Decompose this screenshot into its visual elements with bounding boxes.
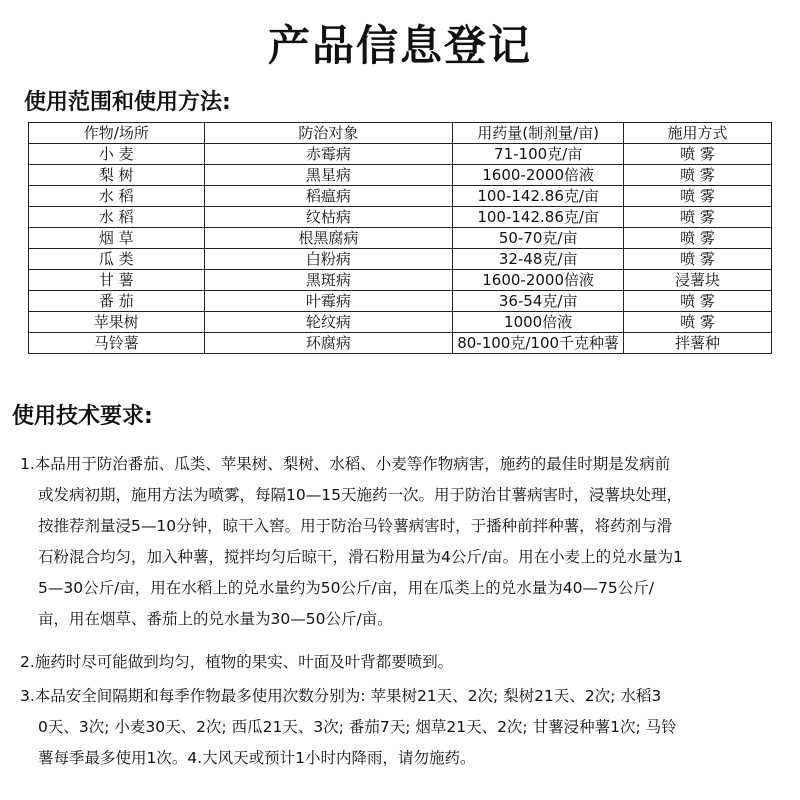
dosage-cell: 1000倍液 — [453, 312, 624, 333]
table-row — [29, 270, 772, 291]
target-cell: 轮纹病 — [204, 312, 453, 333]
column-header-crop: 作物/场所 — [29, 123, 205, 144]
method-cell: 喷 雾 — [624, 312, 772, 333]
method-cell: 喷 雾 — [624, 228, 772, 249]
requirement-line: 或发病初期，施用方法为喷雾，每隔10—15天施药一次。用于防治甘薯病害时，浸薯块处理， — [38, 486, 682, 504]
method-cell: 喷 雾 — [624, 291, 772, 312]
method-cell: 喷 雾 — [624, 207, 772, 228]
method-cell: 浸薯块 — [624, 270, 772, 291]
column-header-target: 防治对象 — [204, 123, 453, 144]
requirements-section-heading: 使用技术要求: — [12, 404, 153, 429]
usage-table — [28, 122, 772, 354]
table-row — [29, 249, 772, 270]
requirement-item-2 — [20, 647, 782, 678]
crop-cell: 梨 树 — [29, 165, 205, 186]
method-cell: 拌薯种 — [624, 333, 772, 354]
method-cell: 喷 雾 — [624, 165, 772, 186]
table-row — [29, 207, 772, 228]
requirement-item-1 — [20, 449, 782, 635]
target-cell: 叶霉病 — [204, 291, 453, 312]
crop-cell: 甘 薯 — [29, 270, 205, 291]
requirement-line: 0天、3次; 小麦30天、2次; 西瓜21天、3次; 番茄7天; 烟草21天、2次; 甘薯浸种薯1次; 马铃 — [38, 718, 677, 736]
dosage-cell: 100-142.86克/亩 — [453, 186, 624, 207]
requirement-line: 3.本品安全间隔期和每季作物最多使用次数分别为: 苹果树21天、2次; 梨树21天、2次; 水稻3 — [20, 687, 662, 705]
dosage-cell: 1600-2000倍液 — [453, 270, 624, 291]
requirement-line: 亩，用在烟草、番茄上的兑水量为30—50公斤/亩。 — [38, 610, 393, 628]
method-cell: 喷 雾 — [624, 186, 772, 207]
usage-table-body — [29, 144, 772, 354]
crop-cell: 马铃薯 — [29, 333, 205, 354]
target-cell: 赤霉病 — [204, 144, 453, 165]
target-cell: 稻瘟病 — [204, 186, 453, 207]
dosage-cell: 32-48克/亩 — [453, 249, 624, 270]
table-row — [29, 333, 772, 354]
requirement-item-3 — [20, 681, 782, 774]
target-cell: 黑星病 — [204, 165, 453, 186]
table-header-row — [29, 123, 772, 144]
requirement-line: 石粉混合均匀，加入种薯，搅拌均匀后晾干，滑石粉用量为4公斤/亩。用在小麦上的兑水量为1 — [38, 548, 683, 566]
dosage-cell: 100-142.86克/亩 — [453, 207, 624, 228]
method-cell: 喷 雾 — [624, 249, 772, 270]
crop-cell: 小 麦 — [29, 144, 205, 165]
table-row — [29, 186, 772, 207]
column-header-method: 施用方式 — [624, 123, 772, 144]
crop-cell: 水 稻 — [29, 186, 205, 207]
page-title: 产品信息登记 — [267, 21, 532, 70]
table-row — [29, 144, 772, 165]
target-cell: 根黑腐病 — [204, 228, 453, 249]
table-row — [29, 291, 772, 312]
table-row — [29, 165, 772, 186]
requirement-line: 1.本品用于防治番茄、瓜类、苹果树、梨树、水稻、小麦等作物病害，施药的最佳时期是发病前 — [20, 455, 671, 473]
requirement-line: 薯每季最多使用1次。4.大风天或预计1小时内降雨，请勿施药。 — [38, 749, 476, 767]
crop-cell: 番 茄 — [29, 291, 205, 312]
dosage-cell: 1600-2000倍液 — [453, 165, 624, 186]
table-row — [29, 312, 772, 333]
dosage-cell: 80-100克/100千克种薯 — [453, 333, 624, 354]
crop-cell: 瓜 类 — [29, 249, 205, 270]
crop-cell: 苹果树 — [29, 312, 205, 333]
target-cell: 纹枯病 — [204, 207, 453, 228]
method-cell: 喷 雾 — [624, 144, 772, 165]
crop-cell: 水 稻 — [29, 207, 205, 228]
requirement-line: 5—30公斤/亩，用在水稻上的兑水量约为50公斤/亩，用在瓜类上的兑水量为40—75公斤/ — [38, 579, 654, 597]
usage-section-heading: 使用范围和使用方法: — [24, 90, 231, 115]
table-row — [29, 228, 772, 249]
requirement-line: 2.施药时尽可能做到均匀，植物的果实、叶面及叶背都要喷到。 — [20, 653, 454, 671]
requirement-line: 按推荐剂量浸5—10分钟，晾干入窖。用于防治马铃薯病害时，于播种前拌种薯，将药剂与滑 — [38, 517, 673, 535]
dosage-cell: 71-100克/亩 — [453, 144, 624, 165]
target-cell: 白粉病 — [204, 249, 453, 270]
target-cell: 黑斑病 — [204, 270, 453, 291]
target-cell: 环腐病 — [204, 333, 453, 354]
dosage-cell: 50-70克/亩 — [453, 228, 624, 249]
dosage-cell: 36-54克/亩 — [453, 291, 624, 312]
column-header-dosage: 用药量(制剂量/亩) — [453, 123, 624, 144]
crop-cell: 烟 草 — [29, 228, 205, 249]
